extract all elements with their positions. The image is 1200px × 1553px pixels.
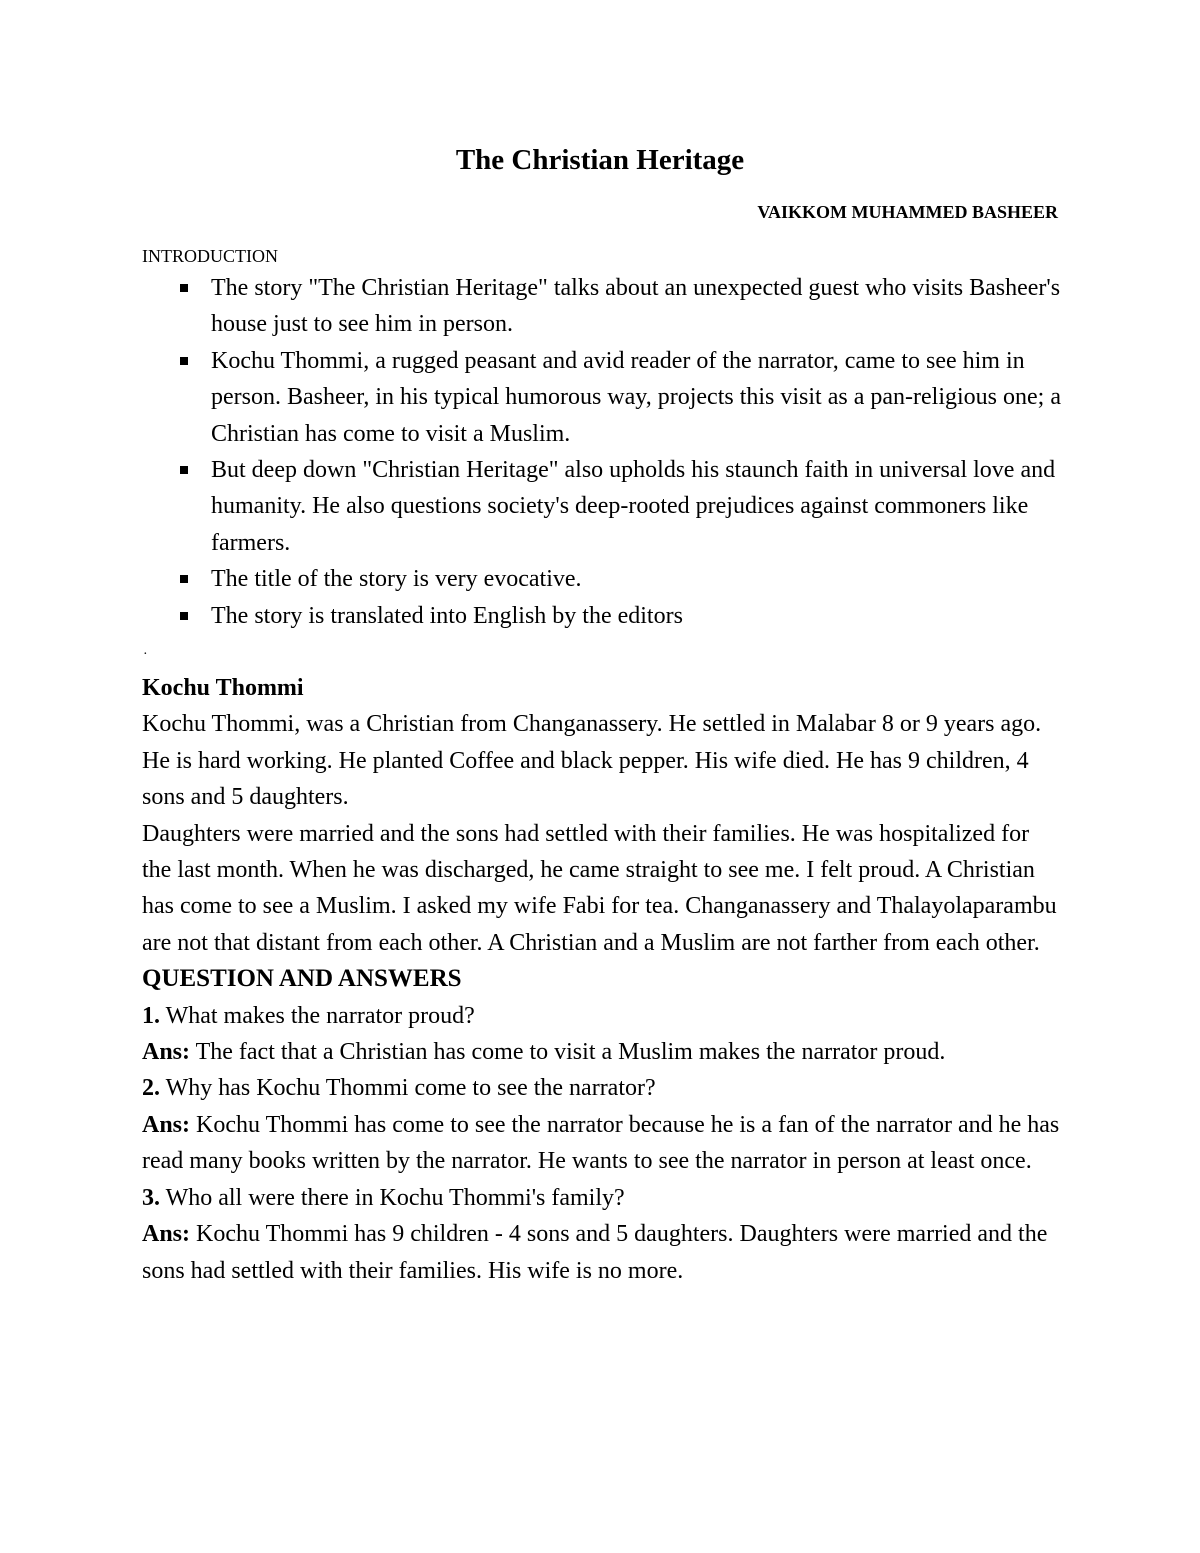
question-number: 1. (142, 1002, 160, 1029)
bullet-text: But deep down "Christian Heritage" also upholds his staunch faith in universal love and humanity. He also questions society's deep-rooted prejudices against commoners like farmers. (211, 457, 1056, 556)
introduction-bullet-list (142, 270, 1062, 634)
stray-mark: · (143, 647, 148, 662)
question-3 (142, 1180, 1062, 1216)
square-bullet-icon (180, 466, 188, 474)
question-number: 3. (142, 1184, 160, 1211)
author-name: VAIKKOM MUHAMMED BASHEER (757, 202, 1058, 222)
bullet-item (142, 561, 1062, 597)
bullet-item (142, 598, 1062, 634)
answer-text: Kochu Thommi has come to see the narrator because he is a fan of the narrator and he has read many books written by the narrator. He wants to see the narrator in person at least once. (142, 1111, 1060, 1175)
bullet-item (142, 452, 1062, 561)
square-bullet-icon (180, 357, 188, 365)
bullet-text: The story is translated into English by the editors (211, 602, 683, 629)
introduction-heading: INTRODUCTION (142, 246, 278, 266)
answer-label: Ans: (142, 1221, 191, 1248)
kochu-thommi-heading: Kochu Thommi (142, 675, 304, 701)
answer-text: Kochu Thommi has 9 children - 4 sons and 5 daughters. Daughters were married and the sons had settled with their families. His wife is no more. (142, 1221, 1048, 1284)
square-bullet-icon (180, 575, 188, 583)
qa-heading: QUESTION AND ANSWERS (142, 965, 462, 993)
bullet-text: Kochu Thommi, a rugged peasant and avid reader of the narrator, came to see him in person. Basheer, in his typical humorous way, projects this visit as a pan-religious one; a Christian has come to visit a Muslim. (211, 347, 1061, 447)
kochu-thommi-paragraph-2: Daughters were married and the sons had settled with their families. He was hospitalized for the last month. When he was discharged, he came straight to see me. I felt proud. A Christian has come to see a Muslim. I asked my wife Fabi for tea. Changanassery and Thalayolaparambu are not that distant from each other. A Christian and a Muslim are not farther from each other. (142, 820, 1057, 956)
kochu-thommi-paragraph-1: Kochu Thommi, was a Christian from Changanassery. He settled in Malabar 8 or 9 years ago. He is hard working. He planted Coffee and black pepper. His wife died. He has 9 children, 4 sons and 5 daughters. (142, 711, 1042, 811)
question-2 (142, 1070, 1062, 1106)
question-text: Who all were there in Kochu Thommi's family? (165, 1184, 625, 1211)
question-1 (142, 998, 1062, 1034)
document-title: The Christian Heritage (455, 144, 745, 176)
question-text: Why has Kochu Thommi come to see the narrator? (165, 1075, 656, 1102)
answer-2 (142, 1107, 1062, 1180)
square-bullet-icon (180, 284, 188, 292)
square-bullet-icon (180, 612, 188, 620)
bullet-text: The title of the story is very evocative. (211, 566, 582, 593)
bullet-item (142, 343, 1062, 452)
answer-text: The fact that a Christian has come to visit a Muslim makes the narrator proud. (195, 1039, 946, 1066)
question-number: 2. (142, 1075, 160, 1102)
bullet-item (142, 270, 1062, 343)
answer-1 (142, 1034, 1062, 1070)
answer-3 (142, 1216, 1062, 1289)
answer-label: Ans: (142, 1111, 191, 1138)
question-text: What makes the narrator proud? (165, 1002, 475, 1029)
answer-label: Ans: (142, 1039, 191, 1066)
bullet-text: The story "The Christian Heritage" talks about an unexpected guest who visits Basheer's house just to see him in person. (211, 275, 1061, 338)
main-body (142, 670, 1062, 1289)
